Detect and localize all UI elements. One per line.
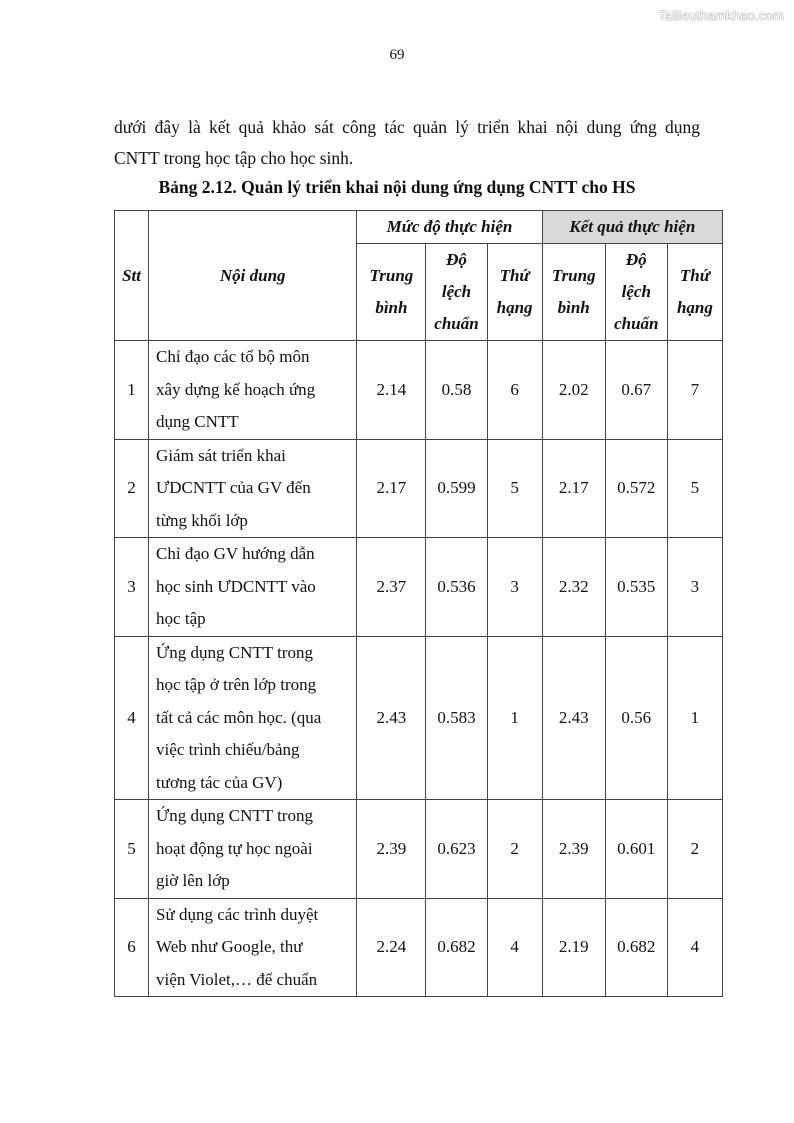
table-row (115, 538, 723, 637)
table-row (115, 341, 723, 440)
cell-content (149, 800, 357, 899)
cell-sd-2: 0.572 (605, 439, 667, 538)
cell-sd-2: 0.67 (605, 341, 667, 440)
results-table (114, 210, 723, 997)
header-text: lệch (441, 282, 472, 301)
cell-stt: 1 (115, 341, 149, 440)
content-line: việc trình chiếu/bảng (156, 740, 300, 759)
header-text: hạng (676, 298, 713, 317)
cell-rank-1: 5 (487, 439, 542, 538)
cell-rank-1: 1 (487, 636, 542, 800)
table-row (115, 800, 723, 899)
header-text: chuẩn (434, 314, 479, 333)
cell-mean-1: 2.43 (357, 636, 426, 800)
cell-rank-2: 7 (667, 341, 722, 440)
header-group-result: Kết quả thực hiện (542, 211, 722, 244)
content-line: tất cả các môn học. (qua (156, 707, 322, 727)
table-row (115, 898, 723, 997)
cell-sd-2: 0.601 (605, 800, 667, 899)
cell-sd-2: 0.535 (605, 538, 667, 637)
cell-stt: 4 (115, 636, 149, 800)
cell-rank-2: 3 (667, 538, 722, 637)
header-sd-2 (605, 244, 667, 341)
content-line: Web như Google, thư (156, 937, 303, 956)
header-text: Độ (625, 250, 647, 269)
cell-mean-1: 2.14 (357, 341, 426, 440)
content-line: xây dựng kế hoạch ứng (156, 379, 316, 399)
content-line: Ứng dụng CNTT trong (156, 642, 313, 662)
cell-stt: 6 (115, 898, 149, 997)
cell-stt: 2 (115, 439, 149, 538)
cell-mean-2: 2.19 (542, 898, 605, 997)
header-rank-2 (667, 244, 722, 341)
table-caption: Bảng 2.12. Quản lý triển khai nội dung ứng dụng CNTT cho HS (158, 177, 636, 197)
content-line: từng khối lớp (156, 510, 248, 530)
header-sd-1 (426, 244, 487, 341)
cell-mean-2: 2.32 (542, 538, 605, 637)
cell-mean-1: 2.24 (357, 898, 426, 997)
header-mean-2 (542, 244, 605, 341)
content-line: học tập (156, 609, 206, 628)
content-line: giờ lên lớp (156, 871, 230, 890)
cell-sd-2: 0.682 (605, 898, 667, 997)
cell-content (149, 636, 357, 800)
cell-rank-1: 4 (487, 898, 542, 997)
content-line: Chỉ đạo các tổ bộ môn (156, 347, 310, 366)
table-row (115, 439, 723, 538)
intro-line-2: CNTT trong học tập cho học sinh. (114, 148, 354, 168)
content-line: hoạt động tự học ngoài (156, 838, 313, 858)
cell-sd-1: 0.536 (426, 538, 487, 637)
cell-sd-1: 0.58 (426, 341, 487, 440)
cell-mean-2: 2.17 (542, 439, 605, 538)
cell-rank-2: 4 (667, 898, 722, 997)
header-text: Độ (446, 250, 467, 269)
header-mean-1 (357, 244, 426, 341)
content-line: ƯDCNTT của GV đến (156, 478, 311, 497)
content-line: dụng CNTT (156, 412, 239, 431)
intro-paragraph (114, 112, 700, 174)
cell-mean-1: 2.17 (357, 439, 426, 538)
cell-content (149, 898, 357, 997)
content-line: Giám sát triển khai (156, 445, 286, 465)
header-content: Nội dung (149, 211, 357, 341)
cell-rank-1: 6 (487, 341, 542, 440)
intro-line-1: dưới đây là kết quả khảo sát công tác quản lý triển khai nội dung ứng dụng (114, 117, 700, 137)
header-text: bình (375, 298, 408, 317)
content-line: học tập ở trên lớp trong (156, 675, 317, 694)
content-line: tương tác của GV) (156, 772, 283, 792)
cell-rank-1: 2 (487, 800, 542, 899)
page-number: 69 (389, 47, 405, 63)
header-text: Trung (369, 266, 414, 285)
cell-mean-2: 2.43 (542, 636, 605, 800)
cell-mean-1: 2.39 (357, 800, 426, 899)
cell-stt: 3 (115, 538, 149, 637)
cell-sd-1: 0.623 (426, 800, 487, 899)
watermark: Tailieuthamkhao.com (658, 8, 784, 23)
header-text: Thứ (499, 266, 530, 285)
table-row (115, 636, 723, 800)
cell-rank-1: 3 (487, 538, 542, 637)
cell-sd-1: 0.682 (426, 898, 487, 997)
header-text: hạng (496, 298, 533, 317)
cell-sd-2: 0.56 (605, 636, 667, 800)
cell-stt: 5 (115, 800, 149, 899)
header-row-group (115, 211, 723, 244)
cell-content (149, 538, 357, 637)
content-line: viện Violet,… để chuẩn (156, 969, 318, 989)
header-text: lệch (621, 282, 651, 301)
content-line: Sử dụng các trình duyệt (156, 904, 319, 924)
cell-mean-2: 2.39 (542, 800, 605, 899)
cell-mean-1: 2.37 (357, 538, 426, 637)
cell-rank-2: 5 (667, 439, 722, 538)
content-line: học sinh ƯDCNTT vào (156, 576, 316, 596)
header-group-level: Mức độ thực hiện (357, 211, 542, 244)
cell-content (149, 439, 357, 538)
cell-sd-1: 0.583 (426, 636, 487, 800)
header-stt: Stt (115, 211, 149, 341)
header-text: Trung (551, 266, 596, 285)
cell-content (149, 341, 357, 440)
cell-rank-2: 2 (667, 800, 722, 899)
cell-mean-2: 2.02 (542, 341, 605, 440)
content-line: Chỉ đạo GV hướng dẫn (156, 544, 315, 563)
cell-rank-2: 1 (667, 636, 722, 800)
header-rank-1 (487, 244, 542, 341)
content-line: Ứng dụng CNTT trong (156, 806, 313, 825)
header-text: Thứ (679, 266, 710, 285)
header-text: bình (557, 298, 590, 317)
header-text: chuẩn (614, 314, 659, 333)
cell-sd-1: 0.599 (426, 439, 487, 538)
